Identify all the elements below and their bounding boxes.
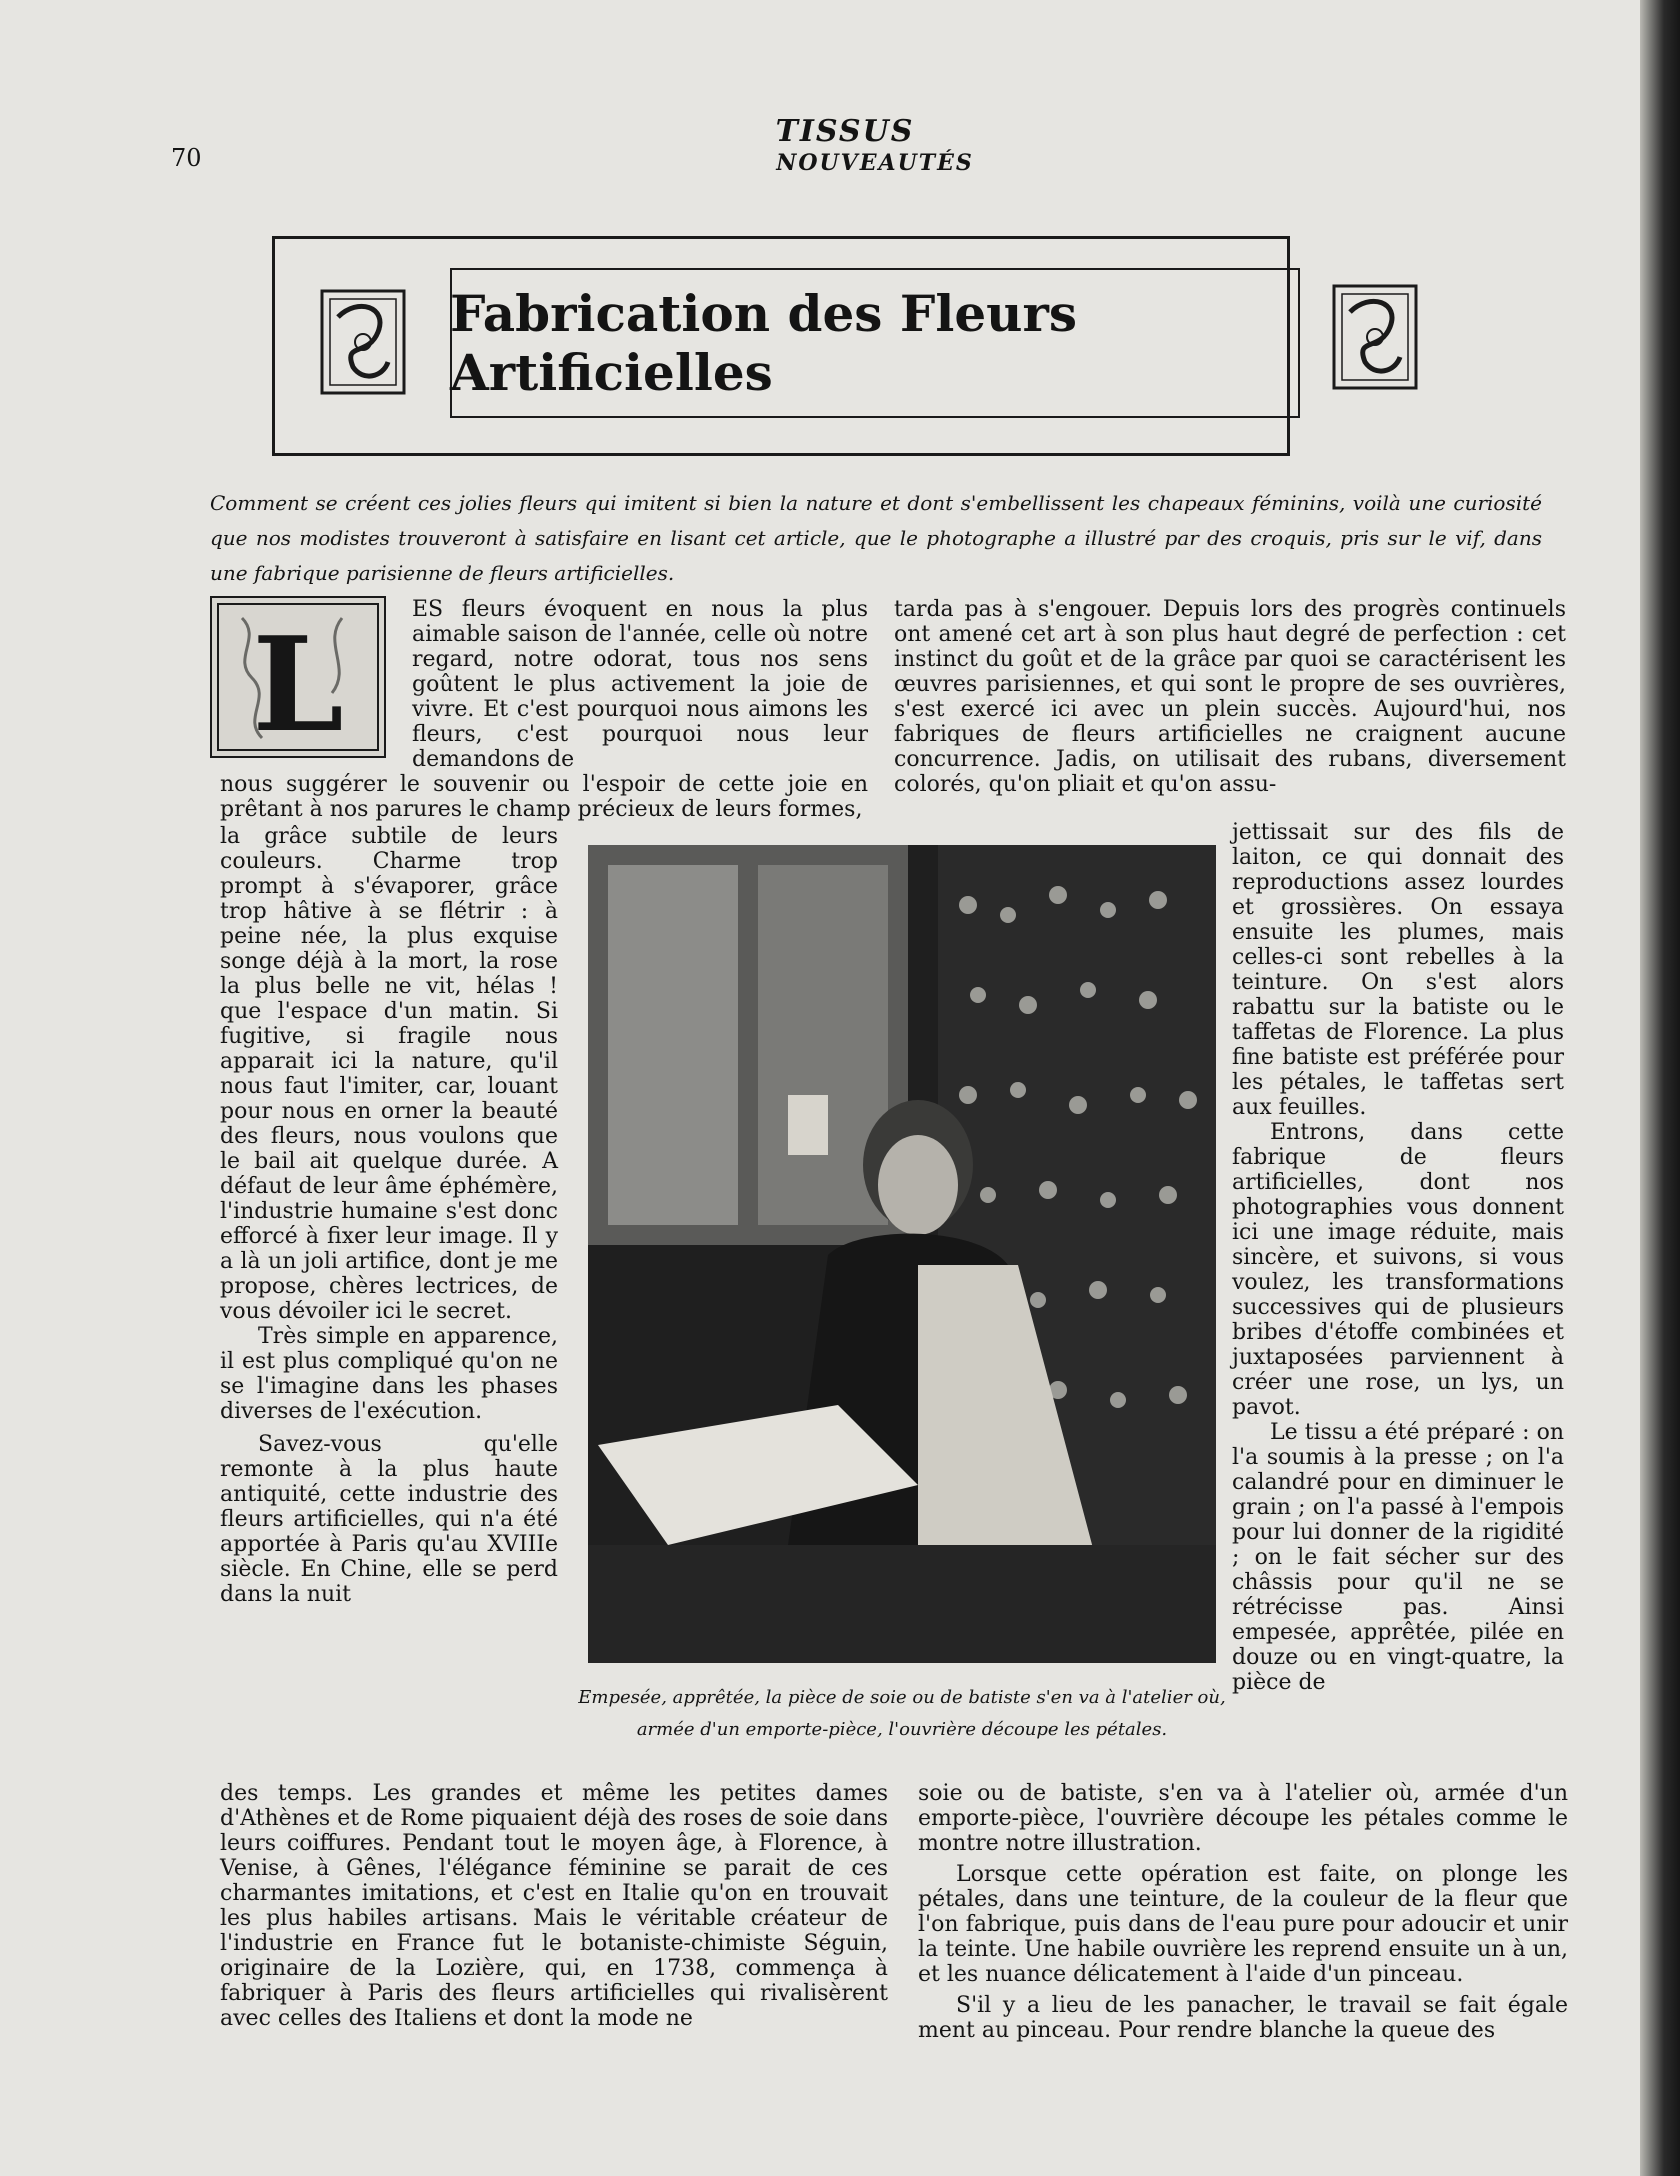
ornament-left-icon: [318, 287, 408, 397]
book-binding-right: [1640, 0, 1680, 2176]
column-left-narrow: [220, 824, 558, 1607]
ornament-right-icon: [1330, 282, 1420, 392]
photo-image-icon: [588, 845, 1216, 1663]
paragraph: des temps. Les grandes et même les petites dames d'Athènes et de Rome piquaient déjà des roses de soie dans leurs coiffures. Pendant tout le moyen âge, à Florence, à Venise, à Gênes, l'élégance féminine se parait de ces charmantes imitations, et c'est en Italie qu'on en trouvait les plus habiles artisans. Mais le véritable créateur de l'industrie en France fut le botaniste-chimiste Séguin, originaire de la Lozière, qui, en 1738, commença à fabriquer à Paris des fleurs artificielles qui rivalisèrent avec celles des Italiens et dont la mode ne: [220, 1781, 888, 2031]
article-title: Fabrication des Fleurs Artificielles: [450, 284, 1077, 402]
paragraph: Entrons, dans cette fabrique de fleurs artificielles, dont nos photographies vous donnent ici une image réduite, mais sincère, et suivons, si vous voulez, les transformations successives qui de plusieurs bribes d'étoffe combinées et juxtaposées parviennent à créer une rose, un lys, un pavot.: [1232, 1120, 1564, 1420]
masthead-logo: [665, 106, 1025, 186]
paragraph: la grâce subtile de leurs couleurs. Charme trop prompt à s'évaporer, grâce trop hâtive à se flétrir : à peine née, la plus exquise songe déjà à la mort, la rose la plus belle ne vit, hélas ! que l'espace d'un matin. Si fugitive, si fragile nous apparait ici la nature, qu'il nous faut l'imiter, car, louant pour nous en orner la beauté des fleurs, nous voulons que le bail ait quelque durée. A défaut de leur âme éphémère, l'industrie humaine s'est donc efforcé à fixer leur image. Il y a là un joli artifice, dont je me propose, chères lectrices, de vous dévoiler ici le secret.: [220, 824, 558, 1324]
dropcap-box: [210, 596, 386, 758]
column-left-top: [412, 597, 868, 772]
paragraph: soie ou de batiste, s'en va à l'atelier où, armée d'un emporte-pièce, l'ouvrière découpe les pétales comme le montre notre illustration.: [918, 1781, 1568, 1856]
column-left-full: [220, 772, 868, 822]
masthead-line1: TISSUS: [775, 114, 915, 149]
paragraph: Très simple en apparence, il est plus compliqué qu'on ne se l'imagine dans les phases diverses de l'exécution.: [220, 1324, 558, 1424]
column-bottom-right: [918, 1781, 1568, 2043]
photo-caption: Empesée, apprêtée, la pièce de soie ou de batiste s'en va à l'atelier où, armée d'un emporte-pièce, l'ouvrière découpe les pétales.: [578, 1687, 1226, 1740]
intro-paragraph: [210, 486, 1542, 591]
masthead-line2: NOUVEAUTÉS: [776, 150, 974, 176]
workshop-photograph: [588, 845, 1216, 1663]
page-number: 70: [171, 144, 202, 172]
paragraph: Le tissu a été préparé : on l'a soumis à la presse ; on l'a calandré pour en diminuer le grain ; on l'a passé à l'empois pour lui donner de la rigidité ; on le fait sécher sur des châssis pour qu'il ne se rétrécisse pas. Ainsi empesée, apprêtée, pilée en douze ou en vingt-quatre, la pièce de: [1232, 1420, 1564, 1695]
title-box: [450, 268, 1300, 418]
paragraph: Lorsque cette opération est faite, on plonge les pétales, dans une teinture, de la couleur de la fleur que l'on fabrique, puis dans de l'eau pure pour adoucir et unir la teinte. Une habile ouvrière les reprend ensuite un à un, et les nuance délicatement à l'aide d'un pinceau.: [918, 1862, 1568, 1987]
paragraph: nous suggérer le souvenir ou l'espoir de cette joie en prêtant à nos parures le champ précieux de leurs formes,: [220, 772, 868, 822]
column-right-top: [894, 597, 1566, 797]
paragraph: jettissait sur des fils de laiton, ce qui donnait des reproductions assez lourdes et grossières. On essaya ensuite les plumes, mais celles-ci sont rebelles à la teinture. On s'est alors rabattu sur la batiste ou le taffetas de Florence. La plus fine batiste est préférée pour les pétales, le taffetas sert aux feuilles.: [1232, 820, 1564, 1120]
paragraph: Savez-vous qu'elle remonte à la plus haute antiquité, cette industrie des fleurs artificielles, qui n'a été apportée à Paris qu'au XVIIIe siècle. En Chine, elle se perd dans la nuit: [220, 1432, 558, 1607]
column-right-narrow: [1232, 820, 1564, 1695]
paragraph: S'il y a lieu de les panacher, le travail se fait égale ment au pinceau. Pour rendre blanche la queue des: [918, 1993, 1568, 2043]
dropcap-ornament-icon: [212, 598, 384, 756]
intro-text: Comment se créent ces jolies fleurs qui imitent si bien la nature et dont s'embellissent les chapeaux féminins, voilà une curiosité que nos modistes trouveront à satisfaire en lisant cet article, que le photographe a illustré par des croquis, pris sur le vif, dans une fabrique parisienne de fleurs artificielles.: [210, 491, 1542, 585]
dropcap-letter: L: [252, 608, 344, 756]
paragraph: tarda pas à s'engouer. Depuis lors des progrès continuels ont amené cet art à son plus haut degré de perfection : cet instinct du goût et de la grâce par quoi se caractérisent les œuvres parisiennes, et qui sont le propre de ses ouvrières, s'est exercé ici avec un plein succès. Aujourd'hui, nos fabriques de fleurs artificielles ne craignent aucune concurrence. Jadis, on utilisait des rubans, diversement colorés, qu'on pliait et qu'on assu-: [894, 597, 1566, 797]
column-bottom-left: [220, 1781, 888, 2031]
paragraph: ES fleurs évoquent en nous la plus aimable saison de l'année, celle où notre regard, notre odorat, tous nos sens goûtent le plus activement la joie de vivre. Et c'est pourquoi nous aimons les fleurs, c'est pourquoi nous leur demandons de: [412, 597, 868, 772]
